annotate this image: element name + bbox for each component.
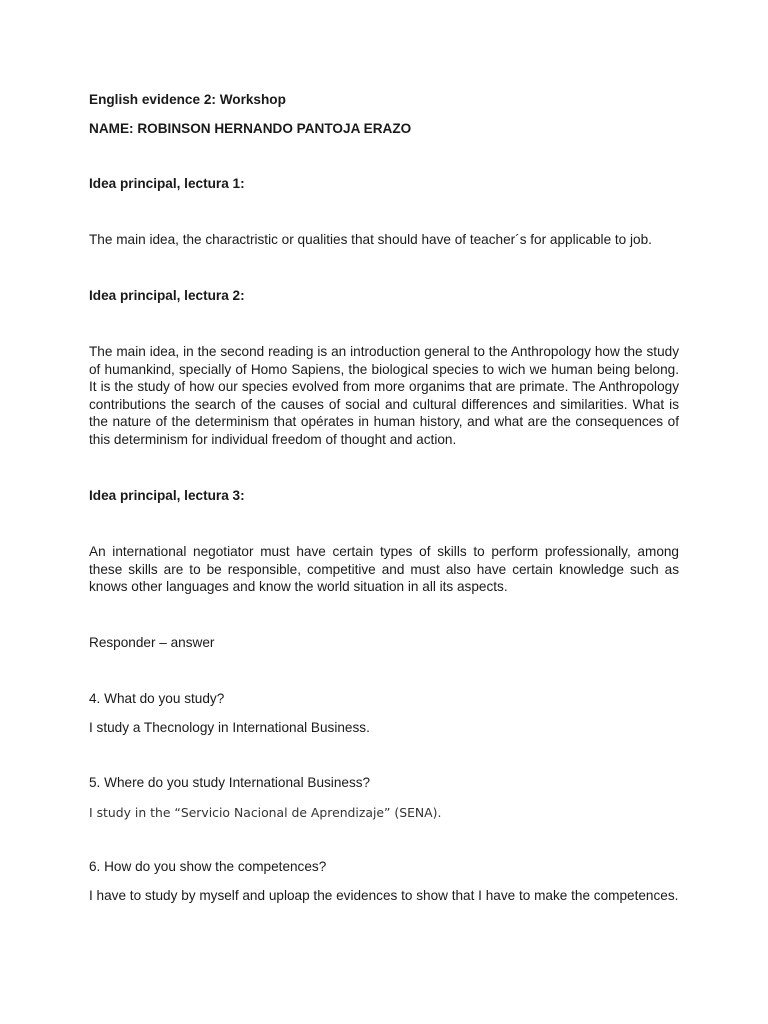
section-body-2: The main idea, in the second reading is an introduction general to the Anthropology how the study of humankind, specially of Homo Sapiens, the biological species to wich we human being belong. It is the study of how our species evolved from more organims that are primate. The Anthropology contributions the search of the causes of social and cultural differences and similarities. What is the nature of the determinism that opérates in human history, and what are the consequences of this determinism for individual freedom of thought and action.: [89, 344, 679, 447]
document-title: English evidence 2: Workshop: [89, 92, 286, 107]
question-4: 4. What do you study?: [89, 691, 225, 706]
section-heading-1: Idea principal, lectura 1:: [89, 176, 245, 191]
question-6: 6. How do you show the competences?: [89, 859, 327, 874]
section-heading-2: Idea principal, lectura 2:: [89, 288, 245, 303]
responder-label: Responder – answer: [89, 635, 215, 650]
document-page: [89, 0, 679, 1024]
answer-4: I study a Thecnology in International Business.: [89, 720, 370, 735]
question-5: 5. Where do you study International Business?: [89, 775, 371, 790]
section-heading-3: Idea principal, lectura 3:: [89, 488, 245, 503]
answer-5: I study in the “Servicio Nacional de Aprendizaje” (SENA).: [89, 805, 442, 820]
section-body-3: An international negotiator must have certain types of skills to perform professionally, among these skills are to be responsible, competitive and must also have certain knowledge such as knows other languages and know the world situation in all its aspects.: [89, 544, 679, 594]
section-body-1: The main idea, the charactristic or qualities that should have of teacher´s for applicable to job.: [89, 232, 652, 247]
answer-6: I have to study by myself and uploap the evidences to show that I have to make the competences.: [89, 888, 679, 903]
student-name: NAME: ROBINSON HERNANDO PANTOJA ERAZO: [89, 121, 412, 136]
